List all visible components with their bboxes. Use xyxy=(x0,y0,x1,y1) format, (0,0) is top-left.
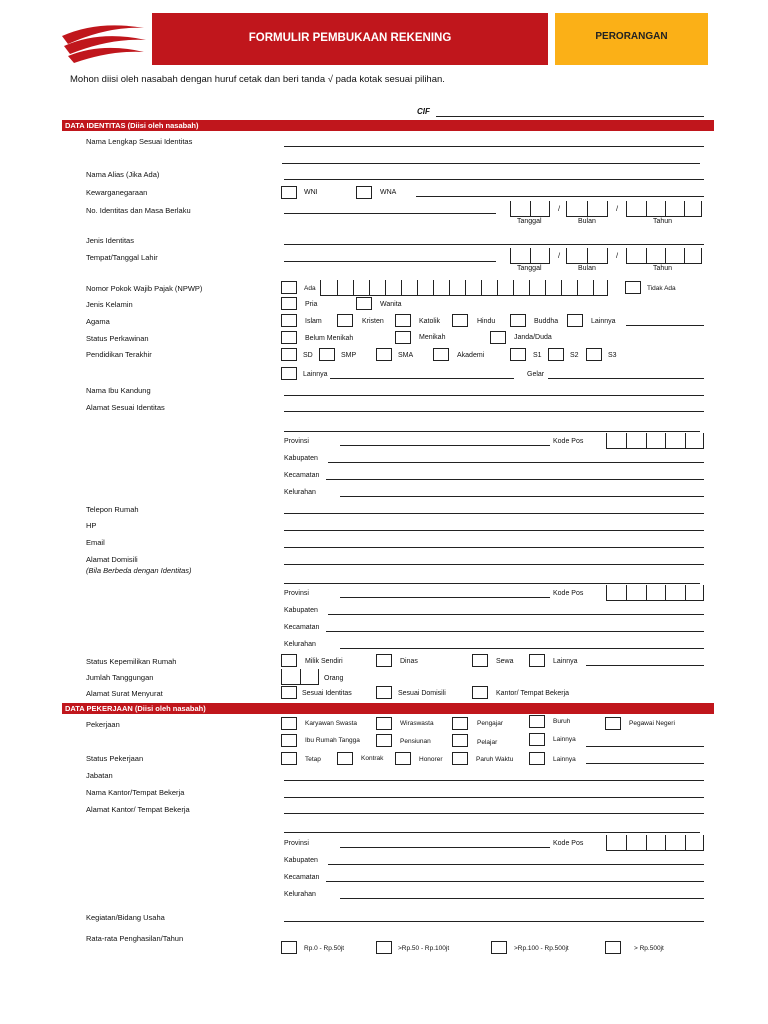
mail-office-label: Kantor/ Tempat Bekerja xyxy=(496,690,570,697)
edu-akademi-label: Akademi xyxy=(457,352,485,359)
hp-input[interactable] xyxy=(284,530,704,531)
alias-input[interactable] xyxy=(284,179,704,180)
home-own-label: Milik Sendiri xyxy=(305,658,343,665)
address-label: Alamat Sesuai Identitas xyxy=(86,403,165,412)
status-other-checkbox[interactable] xyxy=(529,752,545,765)
birth-label: Tempat/Tanggal Lahir xyxy=(86,253,158,262)
religion-label: Agama xyxy=(86,317,110,326)
mail-id-checkbox[interactable] xyxy=(281,686,297,699)
occ-laborer-checkbox[interactable] xyxy=(529,715,545,728)
year-caption: Tahun xyxy=(653,265,673,272)
mother-name-label: Nama Ibu Kandung xyxy=(86,386,151,395)
address-province-label: Provinsi xyxy=(284,438,309,445)
occ-laborer-label: Buruh xyxy=(553,718,571,725)
mother-name-input[interactable] xyxy=(284,395,704,396)
status-honorary-label: Honorer xyxy=(419,756,443,763)
office-village-label: Kelurahan xyxy=(284,891,316,898)
office-district-input[interactable] xyxy=(326,881,704,882)
address-village-input[interactable] xyxy=(340,496,704,497)
email-label: Email xyxy=(86,538,105,547)
income-0-50-label: Rp.0 - Rp.50jt xyxy=(304,945,345,952)
address-district-input[interactable] xyxy=(326,479,704,480)
income-50-100-label: >Rp.50 - Rp.100jt xyxy=(398,945,450,952)
home-other-label: Lainnya xyxy=(553,658,578,665)
wna-checkbox[interactable] xyxy=(356,186,372,199)
date-separator: / xyxy=(616,204,619,213)
edu-s1-label: S1 xyxy=(533,352,542,359)
male-label: Pria xyxy=(305,301,318,308)
religion-hindu-label: Hindu xyxy=(477,318,496,325)
bank-logo xyxy=(58,16,150,64)
position-input[interactable] xyxy=(284,780,704,781)
office-name-input[interactable] xyxy=(284,797,704,798)
occ-private-label: Karyawan Swasta xyxy=(305,720,358,727)
id-expiry-day[interactable] xyxy=(510,201,550,217)
status-other-input[interactable] xyxy=(586,763,704,764)
occ-other-label: Lainnya xyxy=(553,736,576,743)
domicile-district-label: Kecamatan xyxy=(284,624,320,631)
address-district-label: Kecamatan xyxy=(284,472,320,479)
mail-domicile-label: Sesuai Domisili xyxy=(398,690,446,697)
religion-hindu-checkbox[interactable] xyxy=(452,314,468,327)
income-label: Rata-rata Penghasilan/Tahun xyxy=(86,934,184,943)
status-parttime-checkbox[interactable] xyxy=(452,752,468,765)
office-province-input[interactable] xyxy=(340,847,550,848)
office-regency-label: Kabupaten xyxy=(284,857,318,864)
status-honorary-checkbox[interactable] xyxy=(395,752,411,765)
full-name-input[interactable] xyxy=(284,146,704,147)
office-address-label: Alamat Kantor/ Tempat Bekerja xyxy=(86,805,190,814)
npwp-label: Nomor Pokok Wajib Pajak (NPWP) xyxy=(86,284,203,293)
marital-label: Status Perkawinan xyxy=(86,334,149,343)
cif-label: CIF xyxy=(417,107,430,116)
office-name-label: Nama Kantor/Tempat Bekerja xyxy=(86,788,185,797)
income-100-500-label: >Rp.100 - Rp.500jt xyxy=(514,945,569,952)
status-permanent-checkbox[interactable] xyxy=(281,752,297,765)
domicile-input-line2[interactable] xyxy=(284,583,700,584)
office-postal-label: Kode Pos xyxy=(553,840,584,847)
address-postal-input[interactable] xyxy=(606,433,704,449)
edu-smp-checkbox[interactable] xyxy=(319,348,335,361)
id-type-input[interactable] xyxy=(284,244,704,245)
home-official-checkbox[interactable] xyxy=(376,654,392,667)
home-rent-label: Sewa xyxy=(496,658,514,665)
religion-buddha-checkbox[interactable] xyxy=(510,314,526,327)
domicile-regency-input[interactable] xyxy=(328,614,704,615)
day-caption: Tanggal xyxy=(517,265,542,272)
edu-sma-label: SMA xyxy=(398,352,414,359)
occ-retired-checkbox[interactable] xyxy=(376,734,392,747)
office-postal-input[interactable] xyxy=(606,835,704,851)
office-district-label: Kecamatan xyxy=(284,874,320,881)
home-rent-checkbox[interactable] xyxy=(472,654,488,667)
domicile-label: Alamat Domisili xyxy=(86,555,138,564)
mail-id-label: Sesuai Identitas xyxy=(302,690,352,697)
job-status-label: Status Pekerjaan xyxy=(86,754,144,763)
form-title: FORMULIR PEMBUKAAN REKENING xyxy=(248,32,452,44)
birth-place-input[interactable] xyxy=(284,261,496,262)
birth-month[interactable] xyxy=(566,248,608,264)
religion-kristen-checkbox[interactable] xyxy=(337,314,353,327)
npwp-yes-label: Ada xyxy=(304,285,316,292)
email-input[interactable] xyxy=(284,547,704,548)
edu-other-checkbox[interactable] xyxy=(281,367,297,380)
male-checkbox[interactable] xyxy=(281,297,297,310)
npwp-no-label: Tidak Ada xyxy=(647,285,676,292)
occ-other-input[interactable] xyxy=(586,746,704,747)
date-separator: / xyxy=(558,251,561,260)
status-contract-label: Kontrak xyxy=(361,755,384,762)
occ-other-checkbox[interactable] xyxy=(529,733,545,746)
occ-student-checkbox[interactable] xyxy=(452,734,468,747)
office-regency-input[interactable] xyxy=(328,864,704,865)
widowed-checkbox[interactable] xyxy=(490,331,506,344)
domicile-postal-input[interactable] xyxy=(606,585,704,601)
category-badge-label: PERORANGAN xyxy=(595,31,668,42)
domicile-province-input[interactable] xyxy=(340,597,550,598)
alias-label: Nama Alias (Jika Ada) xyxy=(86,170,160,179)
home-other-checkbox[interactable] xyxy=(529,654,545,667)
occ-entrepreneur-label: Wiraswasta xyxy=(400,720,434,727)
full-name-input-line2[interactable] xyxy=(282,163,700,164)
citizenship-label: Kewarganegaraan xyxy=(86,188,148,197)
edu-sma-checkbox[interactable] xyxy=(376,348,392,361)
edu-other-label: Lainnya xyxy=(303,371,328,378)
domicile-input[interactable] xyxy=(284,564,704,565)
id-expiry-year[interactable] xyxy=(626,201,702,217)
widowed-label: Janda/Duda xyxy=(514,334,552,341)
degree-label: Gelar xyxy=(527,371,545,378)
year-caption: Tahun xyxy=(653,218,673,225)
dependents-unit: Orang xyxy=(324,675,344,682)
degree-input[interactable] xyxy=(548,378,704,379)
address-regency-input[interactable] xyxy=(328,462,704,463)
married-checkbox[interactable] xyxy=(395,331,411,344)
occ-private-checkbox[interactable] xyxy=(281,717,297,730)
occ-housewife-checkbox[interactable] xyxy=(281,734,297,747)
status-contract-checkbox[interactable] xyxy=(337,752,353,765)
wni-checkbox[interactable] xyxy=(281,186,297,199)
edu-s3-checkbox[interactable] xyxy=(586,348,602,361)
office-village-input[interactable] xyxy=(340,898,704,899)
full-name-label: Nama Lengkap Sesuai Identitas xyxy=(86,137,193,146)
business-input[interactable] xyxy=(284,921,704,922)
home-status-label: Status Kepemilikan Rumah xyxy=(86,657,177,666)
month-caption: Bulan xyxy=(578,218,596,225)
identity-section-header: DATA IDENTITAS (Diisi oleh nasabah) xyxy=(62,120,714,131)
occ-retired-label: Pensiunan xyxy=(400,738,431,745)
mail-office-checkbox[interactable] xyxy=(472,686,488,699)
home-official-label: Dinas xyxy=(400,658,418,665)
religion-other-input[interactable] xyxy=(626,325,704,326)
edu-smp-label: SMP xyxy=(341,352,357,359)
status-other-label: Lainnya xyxy=(553,756,576,763)
date-separator: / xyxy=(558,204,561,213)
domicile-note: (Bila Berbeda dengan Identitas) xyxy=(86,566,192,575)
gender-label: Jenis Kelamin xyxy=(86,300,133,309)
home-other-input[interactable] xyxy=(586,665,704,666)
instruction-text: Mohon diisi oleh nasabah dengan huruf cetak dan beri tanda √ pada kotak sesuai pilihan. xyxy=(70,74,445,85)
income-500-plus-label: > Rp.500jt xyxy=(634,945,664,952)
address-input-line2[interactable] xyxy=(284,431,700,432)
id-expiry-month[interactable] xyxy=(566,201,608,217)
status-permanent-label: Tetap xyxy=(305,756,321,763)
home-own-checkbox[interactable] xyxy=(281,654,297,667)
married-label: Menikah xyxy=(419,334,446,341)
day-caption: Tanggal xyxy=(517,218,542,225)
home-phone-label: Telepon Rumah xyxy=(86,505,139,514)
office-address-input-line2[interactable] xyxy=(284,832,700,833)
date-separator: / xyxy=(616,251,619,260)
id-number-input[interactable] xyxy=(284,213,496,214)
single-label: Belum Menikah xyxy=(305,335,354,342)
religion-katolik-label: Katolik xyxy=(419,318,441,325)
occ-teacher-label: Pengajar xyxy=(477,720,504,727)
position-label: Jabatan xyxy=(86,771,113,780)
dependents-input[interactable] xyxy=(281,669,319,685)
domicile-province-label: Provinsi xyxy=(284,590,309,597)
id-type-label: Jenis Identitas xyxy=(86,236,134,245)
edu-other-input[interactable] xyxy=(330,378,514,379)
mail-address-label: Alamat Surat Menyurat xyxy=(86,689,163,698)
id-number-label: No. Identitas dan Masa Berlaku xyxy=(86,206,191,215)
female-label: Wanita xyxy=(380,301,402,308)
edu-sd-checkbox[interactable] xyxy=(281,348,297,361)
wni-label: WNI xyxy=(304,189,318,196)
occ-civil-servant-label: Pegawai Negeri xyxy=(629,720,675,727)
address-postal-label: Kode Pos xyxy=(553,438,584,445)
religion-kristen-label: Kristen xyxy=(362,318,384,325)
religion-other-checkbox[interactable] xyxy=(567,314,583,327)
occ-civil-servant-checkbox[interactable] xyxy=(605,717,621,730)
edu-sd-label: SD xyxy=(303,352,313,359)
mail-domicile-checkbox[interactable] xyxy=(376,686,392,699)
address-regency-label: Kabupaten xyxy=(284,455,318,462)
wna-label: WNA xyxy=(380,189,397,196)
edu-s2-checkbox[interactable] xyxy=(548,348,564,361)
religion-buddha-label: Buddha xyxy=(534,318,559,325)
npwp-yes-checkbox[interactable] xyxy=(281,281,297,294)
domicile-district-input[interactable] xyxy=(326,631,704,632)
edu-s1-checkbox[interactable] xyxy=(510,348,526,361)
edu-s2-label: S2 xyxy=(570,352,579,359)
edu-akademi-checkbox[interactable] xyxy=(433,348,449,361)
address-province-input[interactable] xyxy=(340,445,550,446)
hp-label: HP xyxy=(86,521,97,530)
religion-islam-checkbox[interactable] xyxy=(281,314,297,327)
office-province-label: Provinsi xyxy=(284,840,309,847)
single-checkbox[interactable] xyxy=(281,331,297,344)
job-section-header: DATA PEKERJAAN (Diisi oleh nasabah) xyxy=(62,703,714,714)
education-label: Pendidikan Terakhir xyxy=(86,350,152,359)
office-address-input[interactable] xyxy=(284,813,704,814)
income-100-500-checkbox[interactable] xyxy=(491,941,507,954)
month-caption: Bulan xyxy=(578,265,596,272)
occupation-label: Pekerjaan xyxy=(86,720,120,729)
income-500-plus-checkbox[interactable] xyxy=(605,941,621,954)
address-input[interactable] xyxy=(284,411,704,412)
business-label: Kegiatan/Bidang Usaha xyxy=(86,913,165,922)
npwp-number-input[interactable] xyxy=(320,280,608,296)
birth-year[interactable] xyxy=(626,248,702,264)
occ-housewife-label: Ibu Rumah Tangga xyxy=(305,737,360,744)
religion-islam-label: Islam xyxy=(305,318,322,325)
npwp-no-checkbox[interactable] xyxy=(625,281,641,294)
status-parttime-label: Paruh Waktu xyxy=(476,756,514,763)
domicile-village-input[interactable] xyxy=(340,648,704,649)
occ-teacher-checkbox[interactable] xyxy=(452,717,468,730)
birth-day[interactable] xyxy=(510,248,550,264)
occ-student-label: Pelajar xyxy=(477,739,498,746)
wna-country-input[interactable] xyxy=(416,196,704,197)
address-village-label: Kelurahan xyxy=(284,489,316,496)
occ-entrepreneur-checkbox[interactable] xyxy=(376,717,392,730)
female-checkbox[interactable] xyxy=(356,297,372,310)
cif-input[interactable] xyxy=(436,116,704,117)
edu-s3-label: S3 xyxy=(608,352,617,359)
domicile-village-label: Kelurahan xyxy=(284,641,316,648)
religion-other-label: Lainnya xyxy=(591,318,616,325)
income-0-50-checkbox[interactable] xyxy=(281,941,297,954)
income-50-100-checkbox[interactable] xyxy=(376,941,392,954)
religion-katolik-checkbox[interactable] xyxy=(395,314,411,327)
dependents-label: Jumlah Tanggungan xyxy=(86,673,154,682)
domicile-regency-label: Kabupaten xyxy=(284,607,318,614)
home-phone-input[interactable] xyxy=(284,513,704,514)
domicile-postal-label: Kode Pos xyxy=(553,590,584,597)
